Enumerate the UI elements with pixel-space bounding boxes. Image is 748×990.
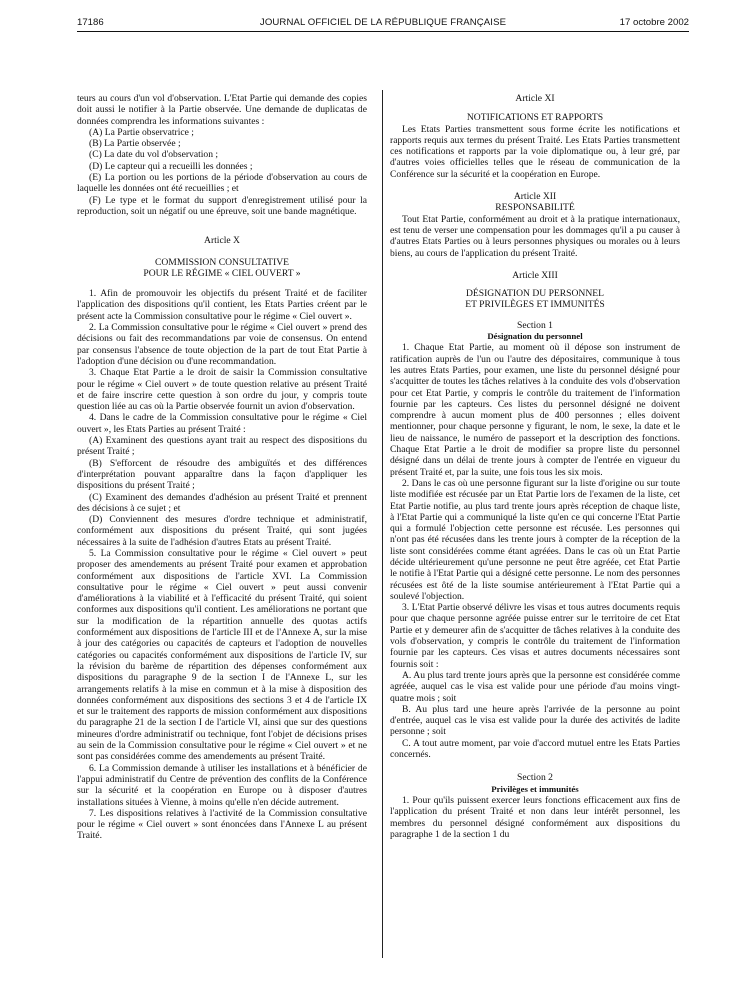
paragraph: 1. Pour qu'ils puissent exercer leurs fonctions efficacement aux fins de l'application du présent Traité et non dans leur intérêt personnel, les membres du personnel désigné conformément aux dispositions du paragraphe 1 de la section 1 du [390, 794, 680, 840]
list-item: (D) Le capteur qui a recueilli les données ; [89, 160, 253, 172]
list-item: (B) S'efforcent de résoudre des ambiguïtés et des différences d'interprétation pouvant apparaître dans la façon d'appliquer les dispositions du présent Traité ; [77, 457, 367, 492]
paragraph: 2. Dans le cas où une personne figurant sur la liste d'origine ou sur toute liste modifiée est récusée par un Etat Partie lors de l'examen de la liste, cet Etat Partie notifie, au plus tard trente jours après réception de chaque liste, à l'Etat Partie qui a communiqué la liste qu'en ce qui concerne l'Etat Partie qui a formulé l'objection cette personne est récusée. Les personnes qui n'ont pas été récusées dans les trente jours à compter de la réception de la liste sont considérées comme étant agréées. Dans le cas où un Etat Partie décide ultérieurement qu'une personne ne peut être agréée, cet Etat Partie le notifie à l'Etat Partie qui a désigné cette personne. Le nom des personnes récusées est ôté de la liste soumise antérieurement à l'Etat Partie qui a soulevé l'objection. [390, 477, 680, 602]
article-heading: Article X [204, 235, 240, 247]
left-column [77, 93, 367, 842]
right-column [390, 93, 680, 840]
paragraph: Les Etats Parties transmettent sous forme écrite les notifications et rapports requis aux termes du présent Traité. Les Etats Parties transmettent ces notifications et rapports par la voie diplomatique ou, à leur gré, par d'autres voies officielles telles que le réseau de communication de la Conférence sur la sécurité et la coopération en Europe. [390, 123, 680, 180]
page-number: 17186 [77, 17, 104, 28]
list-item: (C) La date du vol d'observation ; [89, 149, 219, 161]
paragraph: 3. Chaque Etat Partie a le droit de saisir la Commission consultative pour le régime « Ciel ouvert » de toute question relative au présent Traité et de faire inscrire cette question à son ordre du jour, y compris toute question liée au cas où la Partie observée fournit un avion d'observation. [77, 367, 367, 413]
article-title: ET PRIVILÈGES ET IMMUNITÉS [465, 299, 605, 311]
list-item: B. Au plus tard une heure après l'arrivée de la personne au point d'entrée, auquel cas le visa est valide pour la durée des activités de ladite personne ; soit [390, 703, 680, 738]
page-header [77, 14, 689, 32]
paragraph: 7. Les dispositions relatives à l'activité de la Commission consultative pour le régime « Ciel ouvert » sont énoncées dans l'Annexe L au présent Traité. [77, 807, 367, 842]
paragraph: teurs au cours d'un vol d'observation. L'Etat Partie qui demande des copies doit aussi le notifier à la Partie observée. Une demande de duplicatas de données comprendra les informations suivantes : [77, 93, 367, 127]
list-item: (A) Examinent des questions ayant trait au respect des dispositions du présent Traité ; [77, 435, 367, 458]
list-item: (A) La Partie observatrice ; [89, 126, 194, 138]
list-item: C. A tout autre moment, par voie d'accord mutuel entre les Etats Parties concernés. [390, 737, 680, 761]
paragraph: 2. La Commission consultative pour le régime « Ciel ouvert » prend des décisions ou fait des recommandations par voie de consensus. On entend par consensus l'absence de toute objection de la part de tout Etat Partie à l'adoption d'une décision ou d'une recommandation. [77, 322, 367, 367]
paragraph: 4. Dans le cadre de la Commission consultative pour le régime « Ciel ouvert », les Etats Parties au présent Traité : [77, 412, 367, 435]
section-title: Désignation du personnel [487, 331, 583, 342]
list-item: (D) Conviennent des mesures d'ordre technique et administratif, conformément aux dispositions du présent Traité, qui sont jugées nécessaires à la suite de l'adhésion d'autres Etats au présent Traité. [77, 514, 367, 548]
issue-date: 17 octobre 2002 [619, 17, 689, 28]
article-title: POUR LE RÉGIME « CIEL OUVERT » [143, 267, 301, 279]
section-heading: Section 2 [517, 772, 553, 784]
article-title: NOTIFICATIONS ET RAPPORTS [466, 112, 604, 124]
list-item: A. Au plus tard trente jours après que la personne est considérée comme agréée, auquel cas le visa est valide pour une période d'au moins vingt-quatre mois ; soit [390, 669, 680, 704]
section-title: Privilèges et immunités [491, 783, 579, 794]
list-item: (C) Examinent des demandes d'adhésion au présent Traité et prennent des décisions à ce sujet ; et [77, 491, 367, 514]
paragraph: 1. Chaque Etat Partie, au moment où il dépose son instrument de ratification auprès de l'un ou l'autre des dépositaires, communique à tous les autres Etats Parties, pour examen, une liste du personnel désigné pour s'acquitter de toutes les tâches relatives à la conduite des vols d'observation pour cet Etat Partie, y compris le contrôle du traitement de l'information fournie par les capteurs. Ces listes du personnel désigné ne doivent comprendre à aucun moment plus de 400 personnes ; elles doivent mentionner, pour chaque personne y figurant, le nom, le sexe, la date et le lieu de naissance, le numéro de passeport et la description des fonctions. Chaque Etat Partie a le droit de modifier sa propre liste du personnel désigné dans un délai de trente jours à compter de l'entrée en vigueur du présent Traité et, par la suite, une fois tous les six mois. [390, 342, 680, 478]
paragraph: 6. La Commission demande à utiliser les installations et à bénéficier de l'appui administratif du Centre de prévention des conflits de la Conférence sur la sécurité et la coopération en Europe ou à disposer d'autres installations situées à Vienne, à moins qu'elle n'en décide autrement. [77, 762, 367, 808]
list-item: (B) La Partie observée ; [89, 138, 181, 150]
paragraph: 3. L'Etat Partie observé délivre les visas et tous autres documents requis pour que chaque personne agréée puisse entrer sur le territoire de cet Etat Partie et y demeurer afin de s'acquitter de tâches relatives à la conduite des vols d'observation, y compris le contrôle du traitement de l'information fournie par les capteurs. Ces visas et autres documents nécessaires sont fournis soit : [390, 602, 680, 670]
article-heading: Article XIII [512, 269, 558, 281]
article-title: DÉSIGNATION DU PERSONNEL [465, 288, 605, 300]
journal-title: JOURNAL OFFICIEL DE LA RÉPUBLIQUE FRANÇAISE [259, 17, 507, 28]
list-item: (E) La portion ou les portions de la période d'observation au cours de laquelle les données ont été recueillies ; et [77, 172, 367, 195]
article-title: COMMISSION CONSULTATIVE [154, 256, 289, 268]
header-rule [77, 31, 689, 32]
list-item: (F) Le type et le format du support d'enregistrement utilisé pour la reproduction, soit un négatif ou une épreuve, soit une bande magnétique. [77, 194, 367, 217]
paragraph: 1. Afin de promouvoir les objectifs du présent Traité et de faciliter l'application des dispositions qu'il contient, les Etats Parties créent par le présent acte la Commission consultative pour le régime « Ciel ouvert ». [77, 288, 367, 322]
article-heading: Article XI [515, 93, 555, 104]
article-heading: Article XII [513, 191, 557, 203]
article-title: RESPONSABILITÉ [495, 202, 575, 214]
paragraph: 5. La Commission consultative pour le régime « Ciel ouvert » peut proposer des amendements au présent Traité pour examen et approbation conformément aux dispositions de l'article XVI. La Commission consultative pour le régime « Ciel ouvert » peut aussi convenir d'améliorations à la viabilité et à l'efficacité du présent Traité, qui soient conformes aux dispositions qu'il contient. Les améliorations ne portant que sur la modification de la répartition annuelle des quotas actifs conformément aux dispositions de l'article III et de l'Annexe A, sur la mise à jour des catégories ou capacités de capteurs et l'adoption de nouvelles catégories ou capacités conformément aux dispositions de l'article IV, sur la révision du barème de répartition des dépenses conformément aux dispositions du paragraphe 9 de la section I de l'Annexe L, sur les arrangements relatifs à la mise en commun et à la mise à disposition des données conformément aux dispositions des sections 3 et 4 de l'article IX et sur le traitement des rapports de mission conformément aux dispositions du paragraphe 21 de la section I de l'article VI, ainsi que sur des questions mineures d'ordre administratif ou technique, font l'objet de décisions prises au sein de la Commission consultative pour le régime « Ciel ouvert » et ne sont pas considérées comme des amendements au présent Traité. [77, 547, 367, 763]
section-heading: Section 1 [517, 319, 553, 331]
paragraph: Tout Etat Partie, conformément au droit et à la pratique internationaux, est tenu de verser une compensation pour les dommages qu'il a pu causer à d'autres Etats Parties ou à leurs personnes physiques ou morales ou à leurs biens, au cours de l'application du présent Traité. [390, 213, 680, 259]
column-divider [382, 90, 383, 958]
